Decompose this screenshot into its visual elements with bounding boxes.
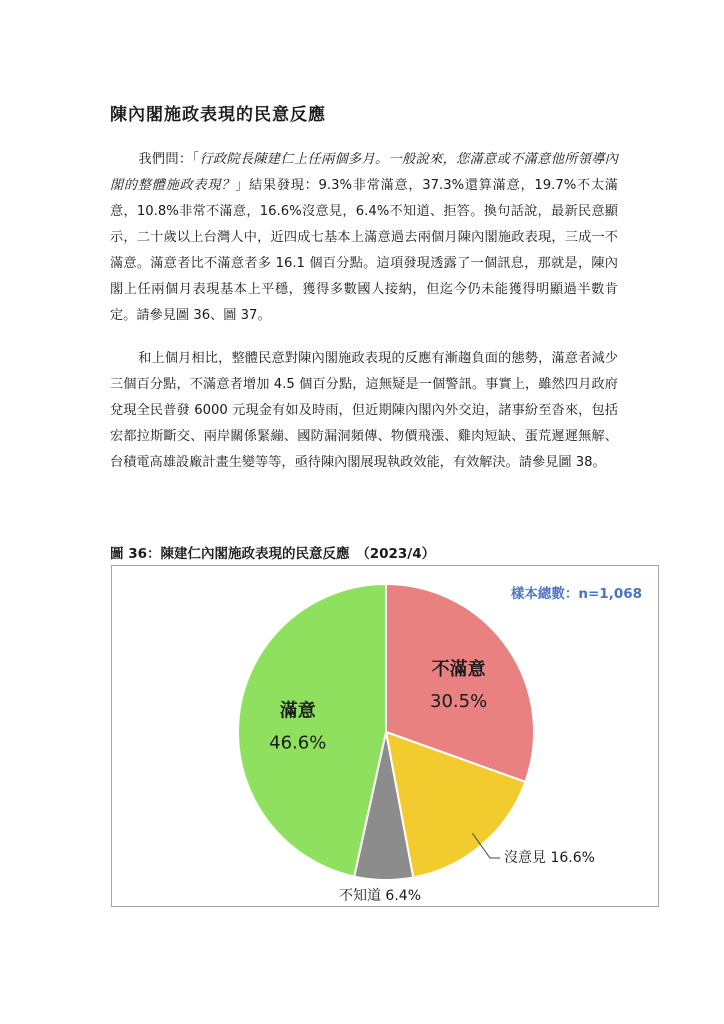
slice-label-dissatisfied: 不滿意 <box>431 658 486 680</box>
slice-label-dont-know: 不知道 6.4% <box>338 888 422 904</box>
paragraph-1 <box>110 147 618 329</box>
slice-value-satisfied: 46.6% <box>269 732 327 754</box>
slice-label-satisfied: 滿意 <box>279 700 316 722</box>
sample-size-note: 樣本總數：n=1,068 <box>510 586 642 602</box>
survey-question: 行政院長陳建仁上任兩個多月。一般說來，您滿意或不滿意他所領導內閣的整體施政表現？ <box>110 152 618 193</box>
slice-value-dissatisfied: 30.5% <box>430 690 488 712</box>
paragraph-2-body: 和上個月相比，整體民意對陳內閣施政表現的反應有漸趨負面的態勢，滿意者減少三個百分點，不滿意者增加 4.5 個百分點，這無疑是一個警訊。事實上，雖然四月政府兌現全民普發 6000 元現金有如及時雨，但近期陳內閣內外交迫，諸事紛至沓來，包括宏都拉斯斷交、兩岸關係緊繃、國防漏洞頻傳、物價飛漲、雞肉短缺、蛋荒遲遲無解、台積電高雄設廠計畫生變等等，亟待陳內閣展現執政效能，有效解決。請參見圖 38。 <box>110 351 618 470</box>
figure-title: 圖 36：陳建仁內閣施政表現的民意反應 （2023/4） <box>110 546 436 562</box>
slice-label-no-opinion: 沒意見 16.6% <box>504 850 595 866</box>
paragraph-1-lead: 我們問：「 <box>138 152 200 167</box>
pie-chart <box>112 566 660 908</box>
pie-chart-frame <box>111 565 659 907</box>
section-heading: 陳內閣施政表現的民意反應 <box>110 105 326 125</box>
pie-slice-satisfied <box>238 584 386 877</box>
paragraph-1-body: 」結果發現：9.3%非常滿意，37.3%還算滿意，19.7%不太滿意，10.8%非常不滿意，16.6%沒意見，6.4%不知道、拒答。換句話說，最新民意顯示，二十歲以上台灣人中，近四成七基本上滿意過去兩個月陳內閣施政表現，三成一不滿意。滿意者比不滿意者多 16.1 個百分點。這項發現透露了一個訊息，那就是，陳內閣上任兩個月表現基本上平穩，獲得多數國人接納，但迄今仍未能獲得明顯過半數肯定。請參見圖 36、圖 37。 <box>110 178 618 323</box>
paragraph-2 <box>110 346 618 476</box>
